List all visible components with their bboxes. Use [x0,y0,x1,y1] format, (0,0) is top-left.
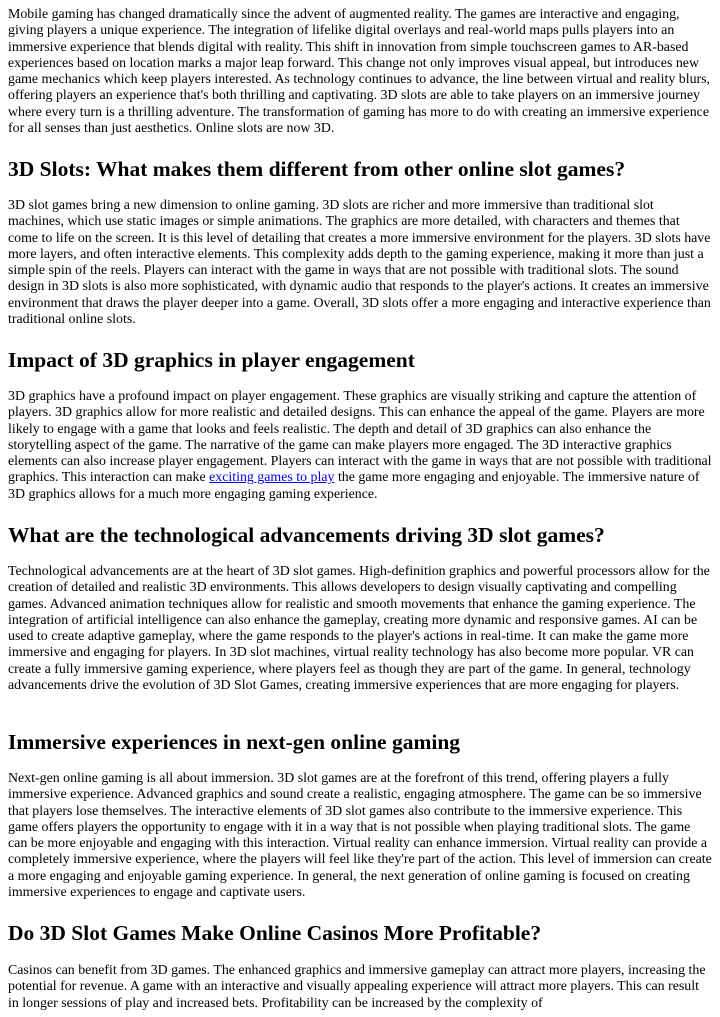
section-paragraph-graphics-engagement [8,389,713,503]
exciting-games-link[interactable]: exciting games to play [209,470,335,486]
section-paragraph-immersive-experiences: Next-gen online gaming is all about immersion. 3D slot games are at the forefront of this trend, offering players a fully immersive experience. Advanced graphics and sound create a realistic, engaging atmosphere. The game can be so immersive that players lose themselves. The interactive elements of 3D slot games also contribute to the immersive experience. This game offers players the opportunity to engage with it in a way that is not possible when playing traditional slots. The game can be more enjoyable and engaging with this interaction. Virtual reality can enhance immersion. Virtual reality can provide a completely immersive experience, where the players will feel like they're part of the action. This level of immersion can create a more engaging and enjoyable gaming experience. In general, the next generation of online gaming is focused on creating immersive experiences to engage and captivate users. [8,771,712,901]
section-heading-tech-advancements: What are the technological advancements driving 3D slot games? [8,523,605,547]
section-paragraph-3d-slots-difference: 3D slot games bring a new dimension to online gaming. 3D slots are richer and more immersive than traditional slot machines, which use static images or simple animations. The graphics are more detailed, with characters and themes that come to life on the screen. It is this level of detailing that creates a more immersive environment for the players. 3D slots have more layers, and often interactive elements. This complexity adds depth to the gaming experience, making it more than just a simple spin of the reels. Players can interact with the game in ways that are not possible with traditional slots. The sound design in 3D slots is also more sophisticated, with dynamic audio that responds to the player's actions. It creates an immersive environment that draws the player deeper into a game. Overall, 3D slots offer a more engaging and interactive experience than traditional online slots. [8,198,711,328]
section-heading-immersive-experiences: Immersive experiences in next-gen online gaming [8,730,461,754]
section-heading-casino-profitability: Do 3D Slot Games Make Online Casinos More Profitable? [8,921,542,945]
section-paragraph-casino-profitability: Casinos can benefit from 3D games. The enhanced graphics and immersive gameplay can attract more players, increasing the potential for revenue. A game with an interactive and visually appealing experience will attract more players. This can result in longer sessions of play and increased bets. Profitability can be increased by the complexity of [8,963,706,1011]
paragraph-text-before-link: 3D graphics have a profound impact on player engagement. These graphics are visually striking and capture the attention of players. 3D graphics allow for more realistic and detailed designs. This can enhance the appeal of the game. Players are more likely to engage with a game that looks and feels realistic. The depth and detail of 3D graphics can also enhance the storytelling aspect of the game. The narrative of the game can make players more engaged. The 3D interactive graphics elements can also increase player engagement. Players can interact with the game in ways that are not possible with traditional graphics. This interaction can make [8,389,712,486]
intro-paragraph: Mobile gaming has changed dramatically since the advent of augmented reality. The games are interactive and engaging, giving players a unique experience. The integration of lifelike digital overlays and real-world maps pulls players into an immersive experience that blends digital with reality. This shift in innovation from simple touchscreen games to AR-based experiences based on location marks a major leap forward. This change not only improves visual appeal, but introduces new game mechanics which keep players interested. As technology continues to advance, the line between virtual and reality blurs, offering players an experience that's both thrilling and captivating. 3D slots are able to take players on an immersive journey where every turn is a thrilling adventure. The transformation of gaming has more to do with creating an immersive experience for all senses than just aesthetics. Online slots are now 3D. [8,7,711,137]
section-heading-3d-slots-difference: 3D Slots: What makes them different from other online slot games? [8,157,626,181]
section-paragraph-tech-advancements: Technological advancements are at the heart of 3D slot games. High-definition graphics and powerful processors allow for the creation of detailed and realistic 3D environments. This allows developers to design visually captivating and compelling games. Advanced animation techniques allow for realistic and smooth movements that enhance the gaming experience. The integration of artificial intelligence can also enhance the gameplay, creating more dynamic and responsive games. AI can be used to create adaptive gameplay, where the game responds to the player's actions in real-time. It can make the game more immersive and engaging for players. In 3D slot machines, virtual reality technology has also become more popular. VR can create a fully immersive gaming experience, where players feel as though they are part of the game. In general, technology advancements drive the evolution of 3D Slot Games, creating immersive experiences that are more engaging for players. [8,564,710,694]
paragraph-text-after-link: the game more engaging and enjoyable. The immersive nature of 3D graphics allows for a much more engaging gaming experience. [8,470,700,502]
section-heading-graphics-engagement: Impact of 3D graphics in player engagement [8,348,415,372]
